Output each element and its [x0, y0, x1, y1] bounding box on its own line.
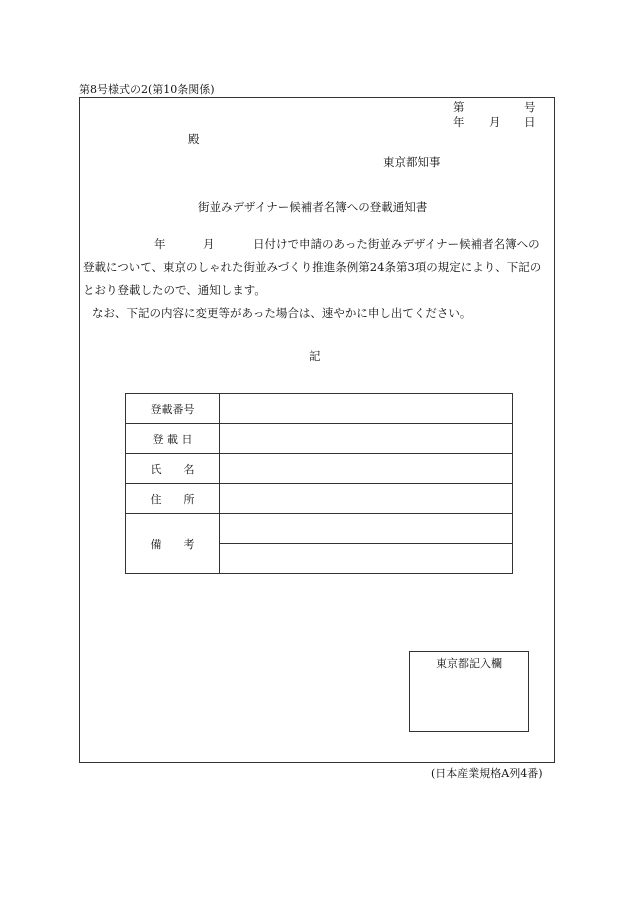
row-label: 登載番号 — [126, 394, 220, 424]
remarks-field — [220, 514, 513, 544]
registration-date-field — [220, 424, 513, 454]
name-field — [220, 454, 513, 484]
line1-month: 月 — [203, 237, 215, 251]
sender: 東京都知事 — [383, 155, 441, 169]
document-title: 街並みデザイナー候補者名簿への登載通知書 — [198, 200, 428, 214]
date-month: 月 — [489, 115, 501, 129]
registration-number-field — [220, 394, 513, 424]
date-day: 日 — [524, 115, 536, 129]
number-prefix: 第 — [453, 100, 465, 114]
paper-standard-note: (日本産業規格A列4番) — [431, 767, 543, 780]
number-suffix: 号 — [524, 100, 536, 114]
body-line-3: とおり登載したので、通知します。 — [83, 283, 266, 297]
table-row — [126, 424, 513, 454]
line1-text: 日付けで申請のあった街並みデザイナー候補者名簿への — [253, 237, 540, 251]
row-label: 備 考 — [126, 514, 220, 574]
body-line-2: 登載について、東京のしゃれた街並みづくり推進条例第24条第3項の規定により、下記の — [83, 260, 542, 274]
address-field — [220, 484, 513, 514]
registration-table — [125, 393, 513, 574]
addressee-honorific: 殿 — [188, 132, 200, 146]
table-row — [126, 514, 513, 544]
tokyo-entry-label: 東京都記入欄 — [436, 657, 502, 670]
form-title: 第8号様式の2(第10条関係) — [79, 83, 215, 96]
row-label: 住 所 — [126, 484, 220, 514]
table-row — [126, 484, 513, 514]
table-row — [126, 394, 513, 424]
table-row — [126, 454, 513, 484]
remarks-field — [220, 544, 513, 574]
tokyo-entry-box — [409, 651, 529, 732]
date-year: 年 — [453, 115, 465, 129]
line1-year: 年 — [154, 237, 166, 251]
row-label: 登 載 日 — [126, 424, 220, 454]
body-line-4: なお、下記の内容に変更等があった場合は、速やかに申し出てください。 — [92, 306, 472, 320]
ki-heading: 記 — [309, 349, 321, 363]
row-label: 氏 名 — [126, 454, 220, 484]
